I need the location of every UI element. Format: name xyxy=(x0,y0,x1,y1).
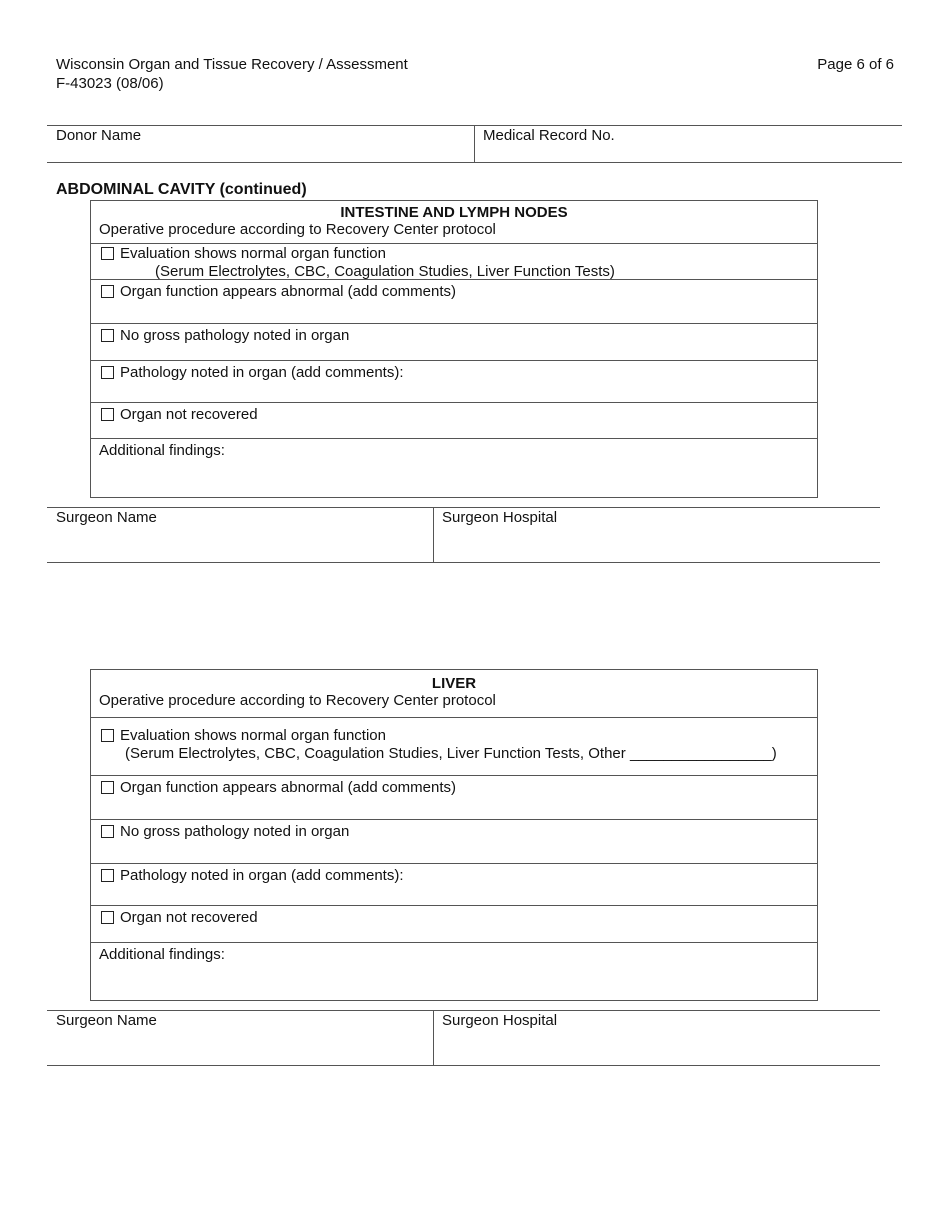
liver-not-recovered-label: Organ not recovered xyxy=(120,909,258,926)
liver-surgeon-row xyxy=(47,1010,880,1066)
intestine-normal-row xyxy=(91,244,817,280)
intestine-surgeon-hospital-label: Surgeon Hospital xyxy=(442,509,558,526)
medical-record-label: Medical Record No. xyxy=(483,127,615,144)
intestine-additional-findings[interactable] xyxy=(91,439,817,497)
liver-abnormal-checkbox[interactable] xyxy=(101,781,114,794)
intestine-not-recovered-label: Organ not recovered xyxy=(120,406,258,423)
liver-no-pathology-row xyxy=(91,820,817,864)
liver-normal-sub: (Serum Electrolytes, CBC, Coagulation Studies, Liver Function Tests, Other _________________) xyxy=(125,745,777,762)
intestine-normal-sub: (Serum Electrolytes, CBC, Coagulation Studies, Liver Function Tests) xyxy=(155,263,615,280)
liver-box xyxy=(90,669,818,1001)
donor-name-field[interactable] xyxy=(47,126,475,162)
intestine-abnormal-label: Organ function appears abnormal (add comments) xyxy=(120,283,457,300)
liver-no-pathology-checkbox[interactable] xyxy=(101,825,114,838)
liver-normal-row xyxy=(91,718,817,776)
liver-pathology-row xyxy=(91,864,817,906)
liver-no-pathology-label: No gross pathology noted in organ xyxy=(120,823,350,840)
intestine-surgeon-name-field[interactable] xyxy=(47,508,434,562)
liver-pathology-label: Pathology noted in organ (add comments): xyxy=(120,867,404,884)
liver-surgeon-hospital-field[interactable] xyxy=(434,1011,880,1065)
intestine-no-pathology-label: No gross pathology noted in organ xyxy=(120,327,350,344)
intestine-not-recovered-row xyxy=(91,403,817,439)
liver-not-recovered-row xyxy=(91,906,817,943)
intestine-normal-checkbox[interactable] xyxy=(101,247,114,260)
liver-pathology-checkbox[interactable] xyxy=(101,869,114,882)
intestine-not-recovered-checkbox[interactable] xyxy=(101,408,114,421)
intestine-header xyxy=(91,201,817,244)
liver-surgeon-hospital-label: Surgeon Hospital xyxy=(442,1012,558,1029)
intestine-procedure: Operative procedure according to Recovery Center protocol xyxy=(99,221,496,238)
page-number: Page 6 of 6 xyxy=(817,56,894,73)
intestine-pathology-row xyxy=(91,361,817,403)
form-title: Wisconsin Organ and Tissue Recovery / Assessment xyxy=(56,56,408,73)
intestine-surgeon-name-label: Surgeon Name xyxy=(56,509,157,526)
liver-additional-findings[interactable] xyxy=(91,943,817,1000)
medical-record-field[interactable] xyxy=(475,126,902,162)
section-title: ABDOMINAL CAVITY (continued) xyxy=(56,181,307,198)
intestine-surgeon-row xyxy=(47,507,880,563)
intestine-no-pathology-checkbox[interactable] xyxy=(101,329,114,342)
liver-surgeon-name-label: Surgeon Name xyxy=(56,1012,157,1029)
liver-title: LIVER xyxy=(431,675,477,692)
liver-procedure: Operative procedure according to Recovery Center protocol xyxy=(99,692,496,709)
liver-not-recovered-checkbox[interactable] xyxy=(101,911,114,924)
donor-name-label: Donor Name xyxy=(56,127,142,144)
intestine-normal-label: Evaluation shows normal organ function xyxy=(120,245,386,262)
intestine-additional-label: Additional findings: xyxy=(99,442,225,459)
intestine-pathology-checkbox[interactable] xyxy=(101,366,114,379)
liver-additional-label: Additional findings: xyxy=(99,946,225,963)
liver-normal-label: Evaluation shows normal organ function xyxy=(120,727,386,744)
intestine-no-pathology-row xyxy=(91,324,817,361)
intestine-surgeon-hospital-field[interactable] xyxy=(434,508,880,562)
intestine-abnormal-row xyxy=(91,280,817,324)
intestine-abnormal-checkbox[interactable] xyxy=(101,285,114,298)
intestine-title: INTESTINE AND LYMPH NODES xyxy=(340,204,568,221)
liver-normal-checkbox[interactable] xyxy=(101,729,114,742)
liver-abnormal-label: Organ function appears abnormal (add comments) xyxy=(120,779,457,796)
liver-header xyxy=(91,670,817,718)
liver-surgeon-name-field[interactable] xyxy=(47,1011,434,1065)
liver-abnormal-row xyxy=(91,776,817,820)
donor-identity-row xyxy=(47,125,902,163)
intestine-box xyxy=(90,200,818,498)
form-number: F-43023 (08/06) xyxy=(56,75,164,92)
intestine-pathology-label: Pathology noted in organ (add comments): xyxy=(120,364,404,381)
